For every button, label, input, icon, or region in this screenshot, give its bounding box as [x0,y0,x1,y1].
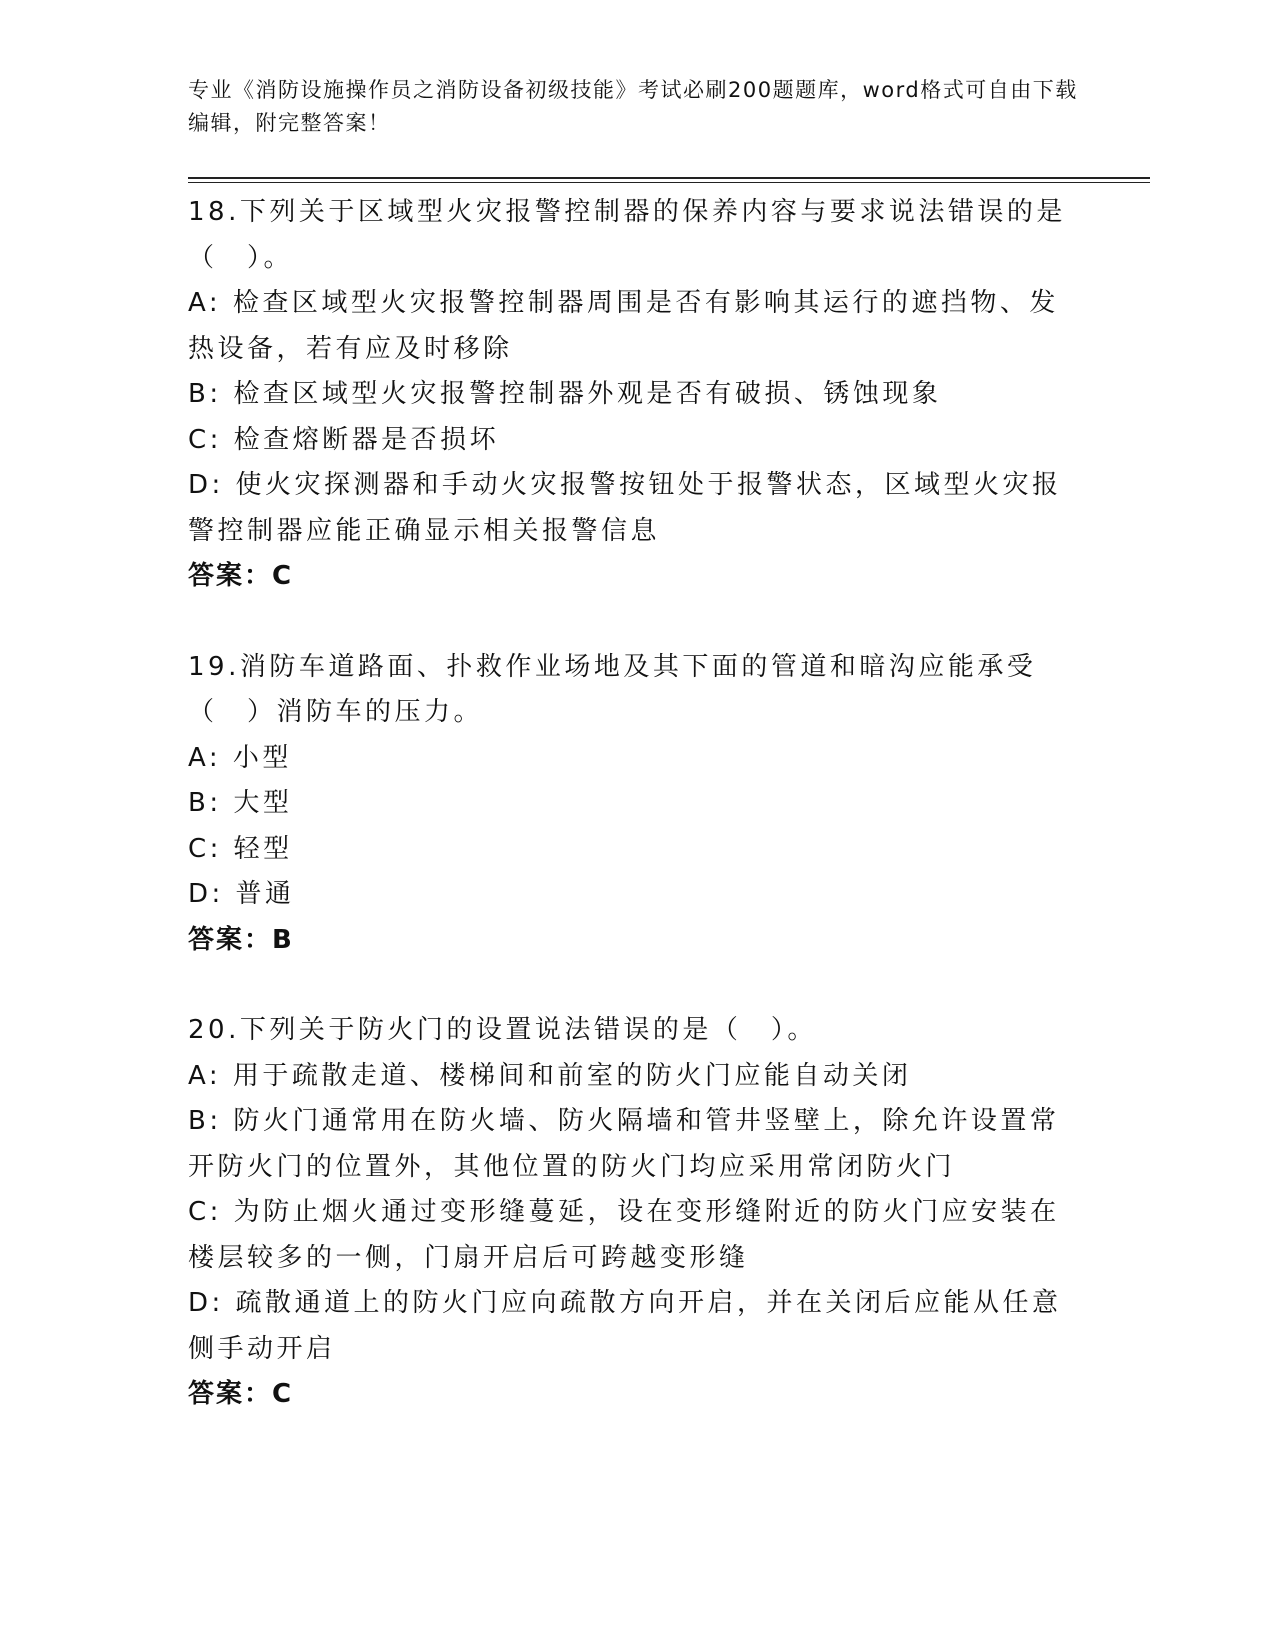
option-a: A: 小型 [188,742,292,773]
option-b: B: 大型 [188,788,293,818]
answer: 答案：C [188,1379,294,1409]
answer: 答案：C [188,561,294,591]
option-d: D: 使火灾探测器和手动火灾报警按钮处于报警状态，区域型火灾报警控制器应能正确显示相关报警信息 [188,470,1062,546]
question-18 [188,190,1088,600]
question-stem: 20.下列关于防火门的设置说法错误的是（ ）。 [188,1015,817,1045]
question-stem: 19.消防车道路面、扑救作业场地及其下面的管道和暗沟应能承受（ ）消防车的压力。 [188,651,1037,727]
option-b: B: 检查区域型火灾报警控制器外观是否有破损、锈蚀现象 [188,379,942,409]
option-c: C: 轻型 [188,833,293,864]
option-c: C: 为防止烟火通过变形缝蔓延，设在变形缝附近的防火门应安装在楼层较多的一侧，门扇开启后可跨越变形缝 [188,1197,1060,1273]
header-divider-thick [188,177,1150,179]
question-stem: 18.下列关于区域型火灾报警控制器的保养内容与要求说法错误的是（ ）。 [188,197,1066,273]
option-a: A: 检查区域型火灾报警控制器周围是否有影响其运行的遮挡物、发热设备，若有应及时移除 [188,288,1059,364]
question-20 [188,1008,1088,1418]
page-header: 专业《消防设施操作员之消防设备初级技能》考试必刷200题题库，word格式可自由下载编辑，附完整答案！ [188,78,1078,135]
option-d: D: 疏散通道上的防火门应向疏散方向开启，并在关闭后应能从任意侧手动开启 [188,1288,1062,1364]
option-b: B: 防火门通常用在防火墙、防火隔墙和管井竖壁上，除允许设置常开防火门的位置外，其他位置的防火门均应采用常闭防火门 [188,1106,1060,1182]
header-divider-thin [188,182,1150,183]
answer: 答案：B [188,924,294,955]
option-a: A: 用于疏散走道、楼梯间和前室的防火门应能自动关闭 [188,1060,912,1091]
option-d: D: 普通 [188,879,295,909]
question-19 [188,645,1088,964]
question-list [188,190,1088,1463]
option-c: C: 检查熔断器是否损坏 [188,424,500,455]
